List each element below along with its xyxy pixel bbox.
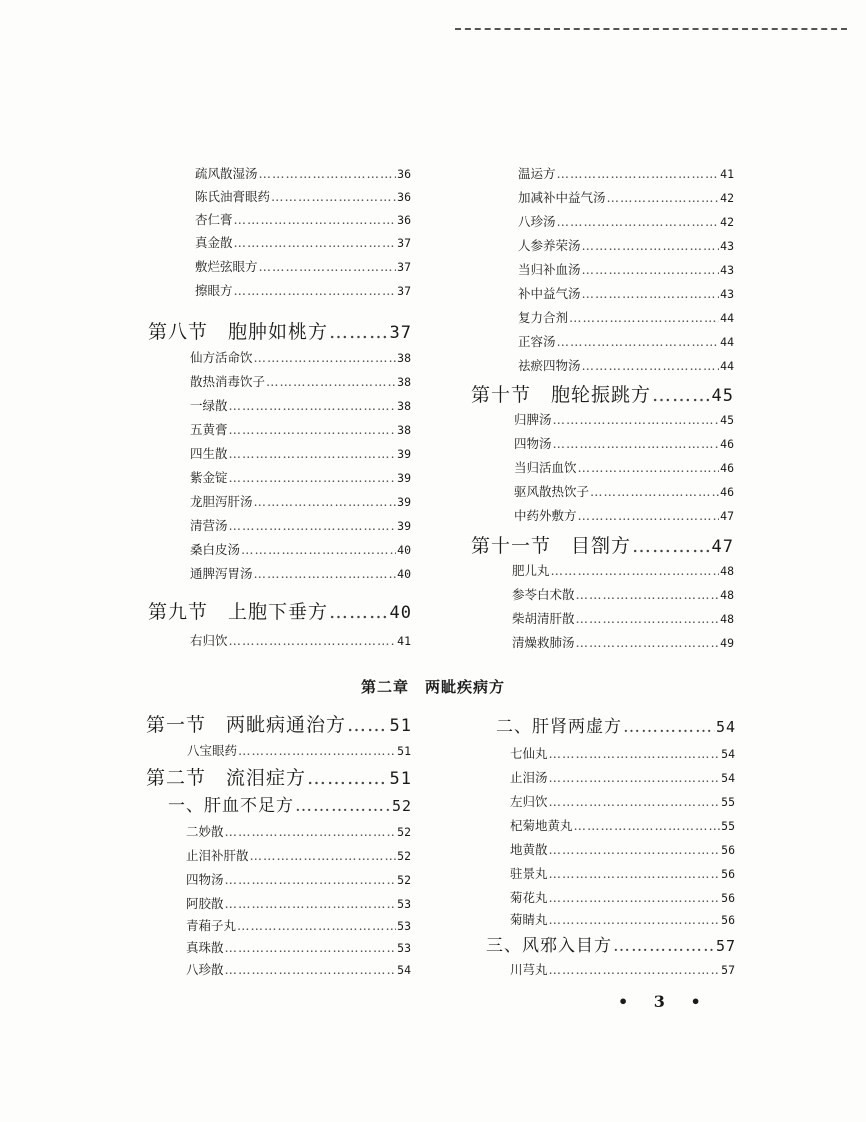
toc-entry [195, 282, 411, 300]
entry-page: 43 [720, 239, 734, 253]
entry-page: 44 [720, 359, 734, 373]
toc-entry [514, 483, 734, 501]
leader-dots [652, 383, 711, 407]
entry-title: 通脾泻胃汤 [190, 566, 253, 581]
entry-title: 归脾汤 [514, 412, 552, 427]
leader-dots [613, 935, 715, 957]
leader-dots [234, 282, 397, 300]
entry-page: 52 [397, 825, 411, 839]
entry-page: 55 [721, 819, 735, 833]
section-heading [471, 534, 734, 558]
entry-page: 48 [720, 564, 734, 578]
toc-entry [195, 165, 411, 183]
entry-page: 45 [720, 413, 734, 427]
entry-title: 川芎丸 [510, 962, 548, 977]
page-number: • 3 • [618, 992, 711, 1011]
toc-entry [518, 309, 734, 327]
entry-page: 39 [397, 495, 411, 509]
entry-title: 右归饮 [190, 633, 228, 648]
leader-dots [229, 445, 397, 463]
section-heading [146, 713, 412, 737]
entry-title: 柴胡清肝散 [512, 611, 575, 626]
entry-page: 38 [397, 375, 411, 389]
entry-page: 56 [721, 867, 735, 881]
entry-title: 龙胆泻肝汤 [190, 494, 253, 509]
toc-entry [512, 586, 734, 604]
entry-page: 56 [721, 891, 735, 905]
toc-entry [510, 889, 735, 907]
toc-entry [190, 541, 411, 559]
entry-title: 仙方活命饮 [190, 350, 253, 365]
entry-page: 36 [397, 167, 411, 181]
entry-page: 38 [397, 423, 411, 437]
subsection-heading [486, 935, 736, 957]
leader-dots [225, 961, 397, 979]
leader-dots [553, 411, 720, 429]
toc-entry [186, 961, 411, 979]
toc-entry [195, 211, 411, 229]
toc-entry [510, 911, 735, 929]
entry-title: 左归饮 [510, 794, 548, 809]
leader-dots [590, 483, 719, 501]
leader-dots [266, 373, 396, 391]
entry-page: 38 [397, 351, 411, 365]
entry-page: 36 [397, 190, 411, 204]
entry-page: 54 [397, 963, 411, 977]
leader-dots [259, 165, 397, 183]
leader-dots [229, 469, 397, 487]
section-page: 51 [389, 769, 412, 789]
toc-entry [186, 939, 411, 957]
toc-entry [187, 742, 411, 760]
entry-title: 补中益气汤 [518, 286, 581, 301]
toc-entry [186, 895, 411, 913]
leader-dots [329, 320, 389, 344]
section-page: 45 [711, 386, 734, 406]
subsection-page: 57 [715, 937, 736, 955]
entry-title: 四生散 [190, 446, 228, 461]
entry-title: 加减补中益气汤 [518, 190, 606, 205]
entry-page: 53 [397, 919, 411, 933]
entry-title: 驱风散热饮子 [514, 484, 590, 499]
entry-title: 杞菊地黄丸 [510, 818, 573, 833]
leader-dots [632, 534, 711, 558]
toc-entry [518, 213, 734, 231]
leader-dots [241, 541, 396, 559]
entry-page: 52 [397, 849, 411, 863]
toc-entry [186, 847, 411, 865]
leader-dots [574, 817, 721, 835]
toc-entry [195, 258, 411, 276]
entry-title: 菊睛丸 [510, 912, 548, 927]
entry-page: 54 [721, 771, 735, 785]
entry-page: 42 [720, 191, 734, 205]
leader-dots [549, 841, 721, 859]
leader-dots [582, 261, 720, 279]
entry-title: 桑白皮汤 [190, 542, 241, 557]
toc-entry [190, 349, 411, 367]
leader-dots [238, 742, 396, 760]
entry-page: 46 [720, 437, 734, 451]
leader-dots [329, 600, 389, 624]
toc-entry [190, 469, 411, 487]
section-heading [148, 600, 412, 624]
entry-page: 52 [397, 873, 411, 887]
section-page: 37 [389, 323, 412, 343]
toc-entry [510, 865, 735, 883]
entry-page: 40 [397, 567, 411, 581]
toc-entry [518, 189, 734, 207]
toc-entry [186, 917, 411, 935]
subsection-heading [496, 716, 736, 738]
entry-title: 人参养荣汤 [518, 238, 581, 253]
entry-page: 37 [397, 260, 411, 274]
entry-title: 杏仁膏 [195, 212, 233, 227]
entry-title: 五黄膏 [190, 422, 228, 437]
leader-dots [578, 507, 720, 525]
entry-title: 擦眼方 [195, 283, 233, 298]
toc-entry [518, 357, 734, 375]
section-title: 第八节 胞肿如桃方 [148, 321, 329, 343]
chapter-heading: 第二章 两眦疾病方 [360, 678, 505, 696]
entry-page: 46 [720, 485, 734, 499]
entry-title: 温运方 [518, 166, 556, 181]
entry-title: 清营汤 [190, 518, 228, 533]
leader-dots [229, 397, 397, 415]
subsection-title: 二、肝肾两虚方 [496, 717, 622, 737]
entry-page: 37 [397, 284, 411, 298]
section-page: 40 [389, 603, 412, 623]
section-heading [148, 320, 412, 344]
toc-entry [510, 769, 735, 787]
entry-title: 肥儿丸 [512, 563, 550, 578]
entry-title: 参苓白术散 [512, 587, 575, 602]
entry-title: 一绿散 [190, 398, 228, 413]
entry-page: 49 [720, 636, 734, 650]
entry-title: 七仙丸 [510, 746, 548, 761]
entry-title: 中药外敷方 [514, 508, 577, 523]
toc-entry [195, 234, 411, 252]
entry-title: 正容汤 [518, 334, 556, 349]
entry-title: 疏风散湿汤 [195, 166, 258, 181]
entry-page: 41 [720, 167, 734, 181]
entry-page: 44 [720, 311, 734, 325]
entry-title: 散热消毒饮子 [190, 374, 266, 389]
toc-entry [195, 188, 411, 206]
section-title: 第十节 胞轮振跳方 [471, 384, 652, 406]
leader-dots [259, 258, 397, 276]
leader-dots [295, 795, 391, 817]
leader-dots [225, 823, 397, 841]
leader-dots [549, 865, 721, 883]
entry-title: 四物汤 [186, 872, 224, 887]
toc-entry [190, 565, 411, 583]
toc-entry [510, 817, 735, 835]
entry-title: 复力合剂 [518, 310, 569, 325]
toc-entry [190, 397, 411, 415]
section-page: 47 [711, 537, 734, 557]
toc-entry [514, 459, 734, 477]
leader-dots [250, 847, 397, 865]
leader-dots [225, 895, 397, 913]
leader-dots [549, 793, 721, 811]
section-title: 第十一节 目劄方 [471, 535, 632, 557]
entry-title: 地黄散 [510, 842, 548, 857]
subsection-title: 一、肝血不足方 [168, 796, 294, 816]
leader-dots [576, 634, 720, 652]
toc-entry [512, 634, 734, 652]
entry-page: 47 [720, 509, 734, 523]
leader-dots [576, 586, 720, 604]
leader-dots [578, 459, 720, 477]
entry-page: 36 [397, 213, 411, 227]
entry-page: 39 [397, 519, 411, 533]
toc-entry [518, 333, 734, 351]
leader-dots [234, 234, 397, 252]
leader-dots [229, 421, 397, 439]
entry-title: 当归补血汤 [518, 262, 581, 277]
leader-dots [576, 610, 720, 628]
leader-dots [254, 493, 397, 511]
toc-entry [518, 237, 734, 255]
entry-title: 止泪汤 [510, 770, 548, 785]
entry-title: 二妙散 [186, 824, 224, 839]
entry-page: 56 [721, 843, 735, 857]
subsection-page: 52 [391, 797, 412, 815]
entry-title: 真珠散 [186, 940, 224, 955]
leader-dots [582, 237, 720, 255]
leader-dots [553, 435, 720, 453]
section-title: 第九节 上胞下垂方 [148, 601, 329, 623]
entry-title: 青葙子丸 [186, 918, 237, 933]
section-page: 51 [389, 716, 412, 736]
section-heading [471, 383, 734, 407]
leader-dots [549, 769, 721, 787]
leader-dots [557, 333, 720, 351]
leader-dots [582, 357, 720, 375]
entry-title: 四物汤 [514, 436, 552, 451]
toc-entry [514, 411, 734, 429]
entry-page: 41 [397, 634, 411, 648]
toc-entry [514, 507, 734, 525]
leader-dots [225, 939, 397, 957]
toc-entry [190, 493, 411, 511]
header-dashed-rule [455, 28, 847, 30]
leader-dots [557, 165, 720, 183]
entry-page: 43 [720, 263, 734, 277]
section-title: 第二节 流泪症方 [146, 767, 307, 789]
leader-dots [254, 349, 397, 367]
entry-page: 55 [721, 795, 735, 809]
toc-entry [514, 435, 734, 453]
entry-title: 陈氏油膏眼药 [195, 189, 271, 204]
entry-title: 真金散 [195, 235, 233, 250]
entry-page: 54 [721, 747, 735, 761]
leader-dots [549, 911, 721, 929]
leader-dots [225, 871, 397, 889]
entry-title: 八宝眼药 [187, 743, 238, 758]
toc-entry [512, 562, 734, 580]
entry-page: 37 [397, 236, 411, 250]
subsection-heading [168, 795, 412, 817]
entry-title: 八珍散 [186, 962, 224, 977]
leader-dots [623, 716, 715, 738]
section-heading [146, 766, 412, 790]
entry-page: 48 [720, 588, 734, 602]
toc-entry [510, 961, 735, 979]
entry-page: 48 [720, 612, 734, 626]
toc-entry [190, 373, 411, 391]
entry-page: 51 [397, 744, 411, 758]
entry-page: 40 [397, 543, 411, 557]
toc-entry [518, 285, 734, 303]
entry-page: 53 [397, 941, 411, 955]
toc-entry [510, 841, 735, 859]
entry-page: 57 [721, 963, 735, 977]
subsection-title: 三、风邪入目方 [486, 936, 612, 956]
leader-dots [237, 917, 396, 935]
toc-entry [190, 421, 411, 439]
entry-title: 八珍汤 [518, 214, 556, 229]
toc-entry [190, 445, 411, 463]
leader-dots [229, 517, 397, 535]
leader-dots [229, 632, 397, 650]
leader-dots [551, 562, 720, 580]
leader-dots [549, 745, 721, 763]
toc-entry [518, 261, 734, 279]
leader-dots [271, 188, 396, 206]
toc-entry [510, 793, 735, 811]
leader-dots [234, 211, 397, 229]
entry-title: 敷烂弦眼方 [195, 259, 258, 274]
leader-dots [549, 889, 721, 907]
entry-page: 39 [397, 471, 411, 485]
toc-entry [512, 610, 734, 628]
entry-title: 止泪补肝散 [186, 848, 249, 863]
entry-page: 42 [720, 215, 734, 229]
entry-page: 53 [397, 897, 411, 911]
entry-page: 56 [721, 913, 735, 927]
leader-dots [254, 565, 397, 583]
toc-entry [186, 823, 411, 841]
entry-page: 43 [720, 287, 734, 301]
toc-entry [190, 517, 411, 535]
entry-page: 44 [720, 335, 734, 349]
entry-title: 阿胶散 [186, 896, 224, 911]
leader-dots [549, 961, 721, 979]
leader-dots [307, 766, 389, 790]
leader-dots [347, 713, 389, 737]
leader-dots [582, 285, 720, 303]
leader-dots [607, 189, 720, 207]
toc-entry [518, 165, 734, 183]
entry-page: 46 [720, 461, 734, 475]
leader-dots [557, 213, 720, 231]
toc-entry [186, 871, 411, 889]
toc-entry [510, 745, 735, 763]
entry-title: 紫金锭 [190, 470, 228, 485]
subsection-page: 54 [715, 718, 736, 736]
entry-page: 38 [397, 399, 411, 413]
entry-title: 菊花丸 [510, 890, 548, 905]
entry-title: 清燥救肺汤 [512, 635, 575, 650]
entry-title: 当归活血饮 [514, 460, 577, 475]
entry-title: 驻景丸 [510, 866, 548, 881]
leader-dots [569, 309, 719, 327]
entry-page: 39 [397, 447, 411, 461]
section-title: 第一节 两眦病通治方 [146, 714, 347, 736]
entry-title: 祛瘀四物汤 [518, 358, 581, 373]
toc-entry [190, 632, 411, 650]
